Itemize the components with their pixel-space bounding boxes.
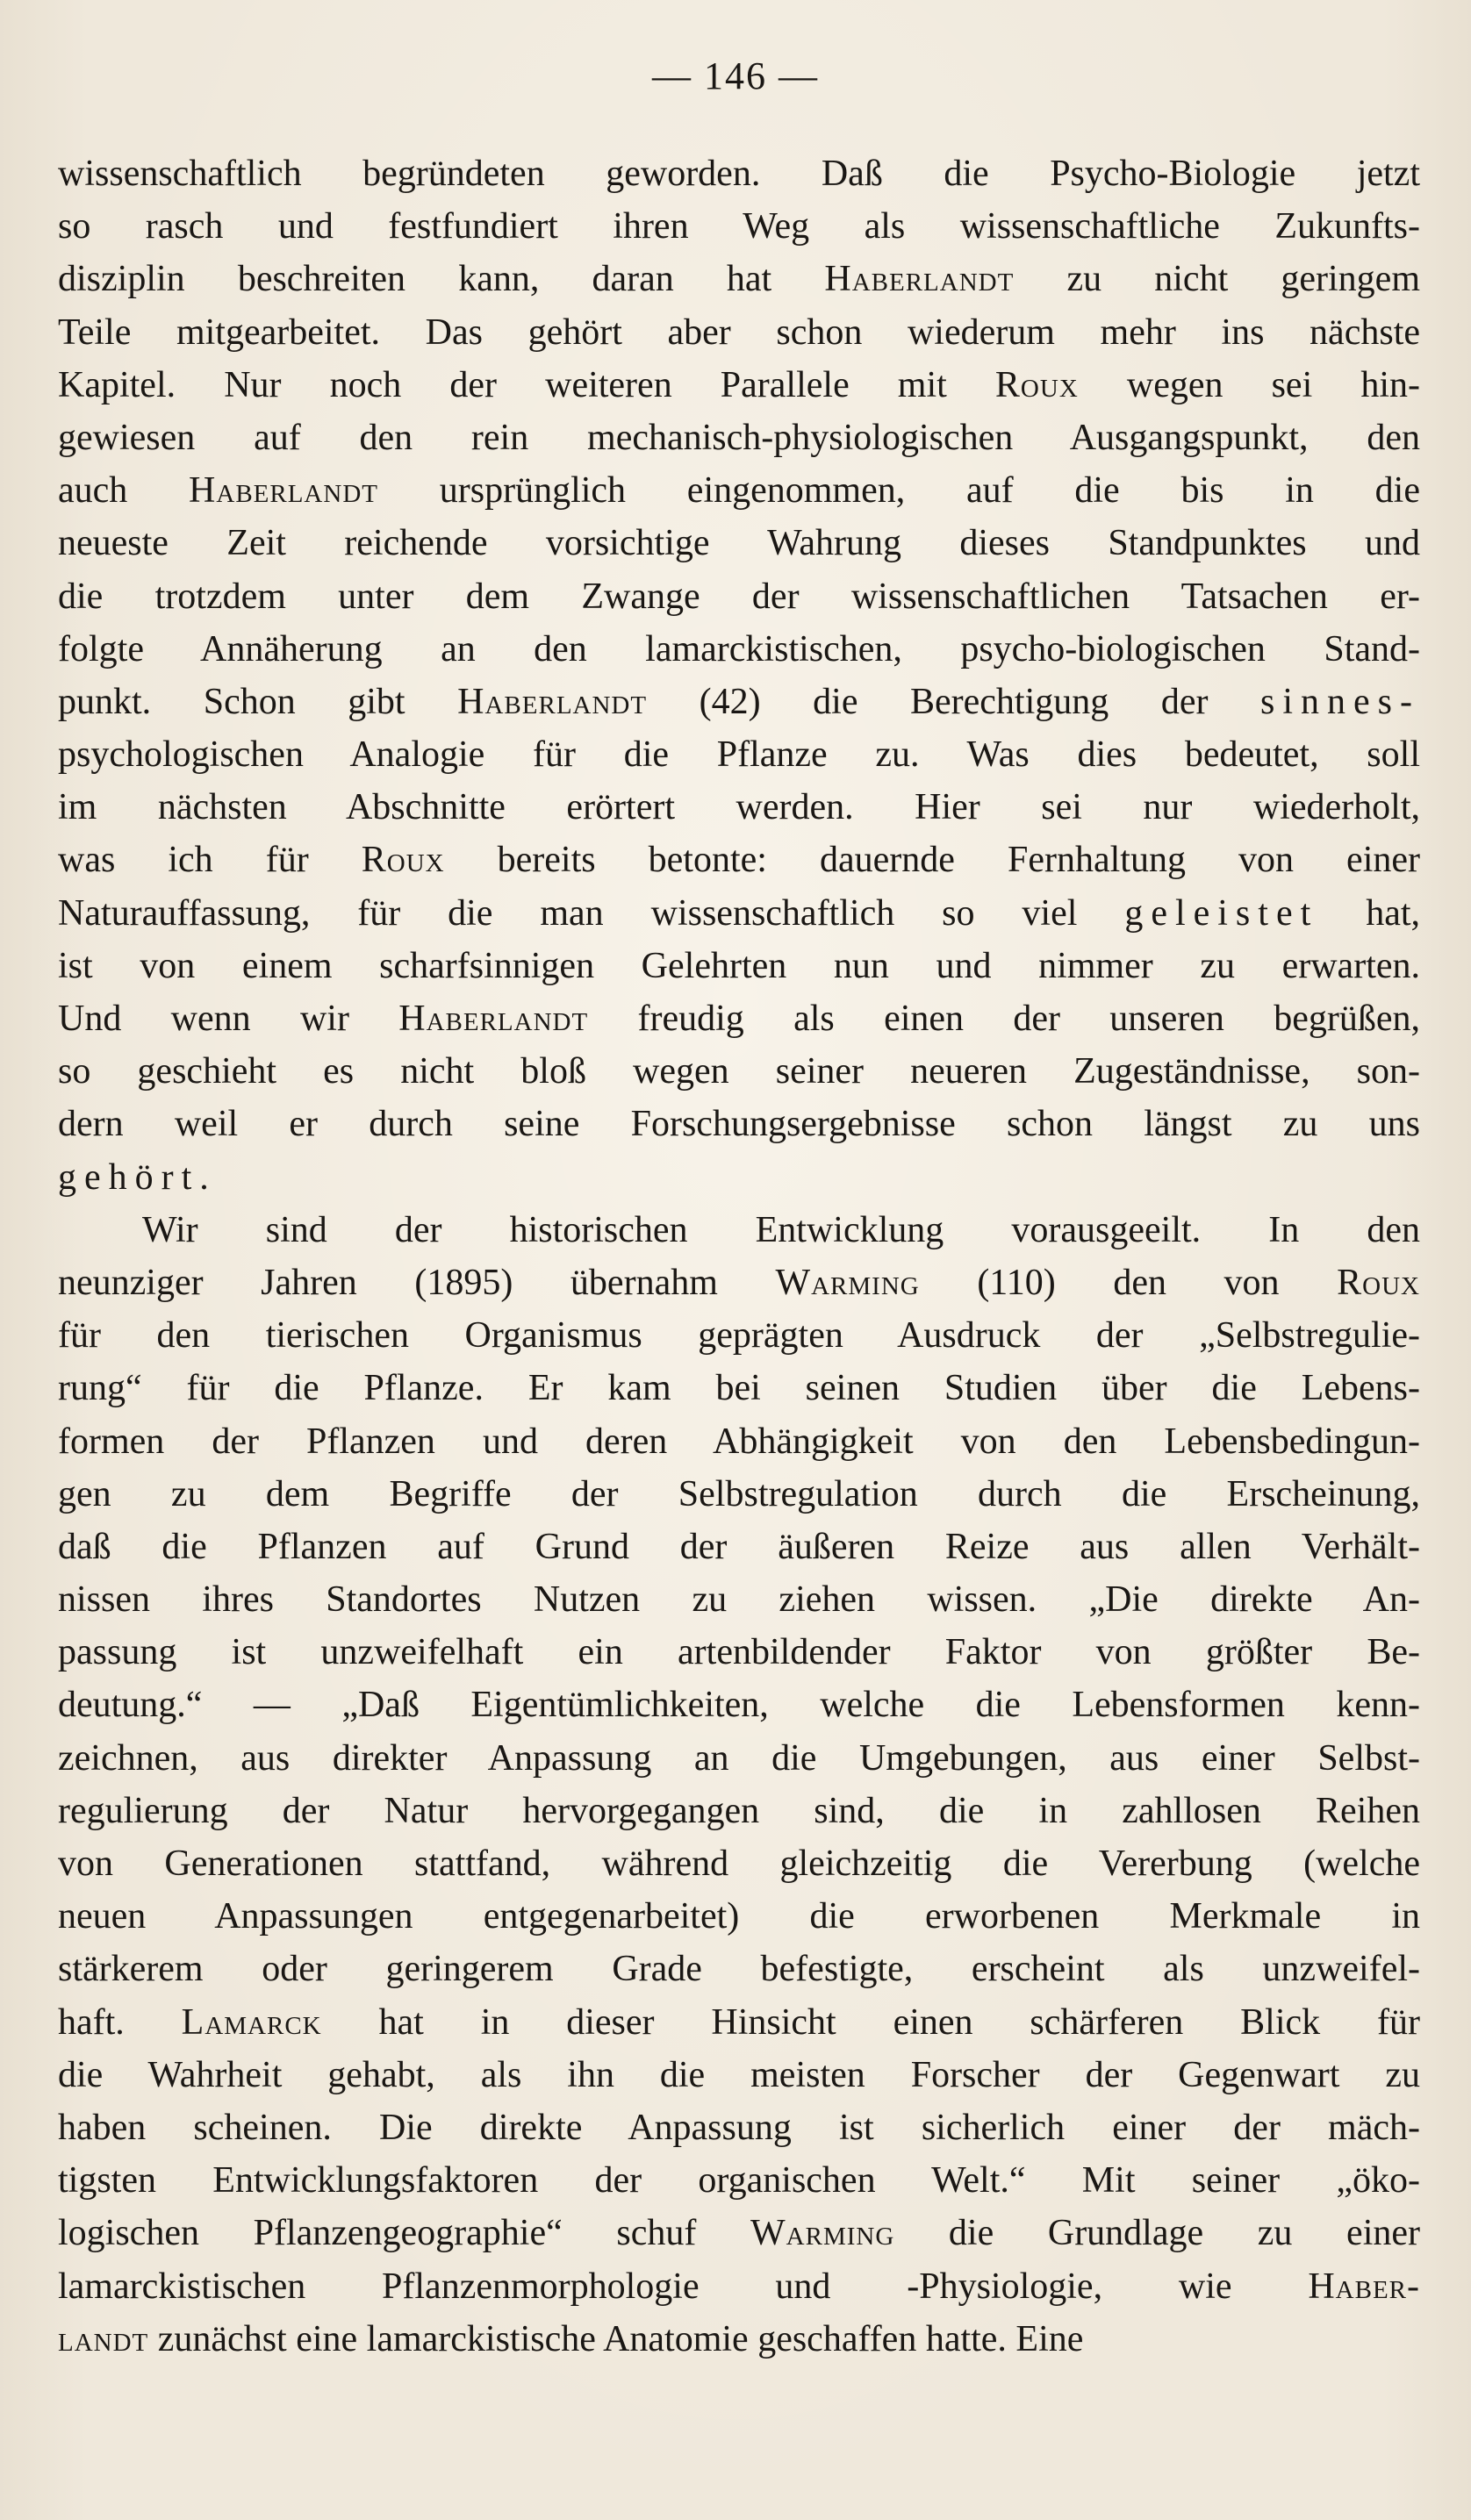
text-line [58, 2154, 1420, 2207]
text-line [58, 570, 1420, 623]
text-line [58, 1309, 1420, 1362]
text-run: die Wahrheit gehabt, als ihn die meisten Forscher der Gegenwart zu [58, 2054, 1420, 2095]
text-line [58, 992, 1420, 1045]
text-run: von Generationen stattfand, während gleichzeitig die Vererbung (welche [58, 1843, 1420, 1884]
text-run: im nächsten Abschnitte erörtert werden. Hier sei nur wiederholt, [58, 787, 1420, 828]
text-run: (110) den von [919, 1262, 1338, 1303]
text-line [58, 781, 1420, 834]
text-line [58, 1362, 1420, 1414]
text-line [58, 412, 1420, 464]
text-run: folgte Annäherung an den lamarckistischen, psycho-biologischen Stand- [58, 628, 1420, 669]
author-name: Haberlandt [189, 470, 378, 512]
text-line [58, 676, 1420, 728]
page-number: — 146 — [652, 54, 819, 97]
text-run: neueste Zeit reichende vorsichtige Wahrung dieses Standpunktes und [58, 523, 1420, 564]
text-run: was ich für [58, 840, 362, 881]
text-run: haben scheinen. Die direkte Anpassung ist sicherlich einer der mäch- [58, 2107, 1420, 2148]
author-name: Warming [775, 1262, 920, 1303]
text-run: so geschieht es nicht bloß wegen seiner neueren Zugeständnisse, son- [58, 1051, 1420, 1092]
text-run: punkt. Schon gibt [58, 681, 458, 722]
text-run: bereits betonte: dauernde Fernhaltung von einer [444, 840, 1420, 881]
text-line [58, 728, 1420, 781]
text-line [58, 1151, 1420, 1204]
text-line [58, 1045, 1420, 1098]
text-run: tigsten Entwicklungsfaktoren der organischen Welt.“ Mit seiner „öko- [58, 2160, 1420, 2201]
text-run: für den tierischen Organismus geprägten Ausdruck der „Selbstregulie- [58, 1315, 1420, 1357]
author-name: Roux [1337, 1262, 1420, 1303]
text-run: hat in dieser Hinsicht einen schärferen Blick für [321, 2001, 1421, 2043]
text-run: zeichnen, aus direkter Anpassung an die Umgebungen, aus einer Selbst- [58, 1737, 1420, 1779]
text-line [58, 1468, 1420, 1521]
text-run: zu nicht geringem [1014, 259, 1420, 300]
text-line [58, 359, 1420, 412]
text-line [58, 1204, 1420, 1256]
text-line [58, 1679, 1420, 1731]
text-line [58, 1732, 1420, 1785]
text-run: Teile mitgearbeitet. Das gehört aber schon wiederum mehr ins nächste [58, 311, 1420, 353]
text-line [58, 2260, 1420, 2313]
paragraph [58, 147, 1420, 1204]
emphasized-text: sinnes- [1260, 681, 1420, 722]
body-text [58, 147, 1420, 2366]
text-line [58, 2207, 1420, 2259]
text-line [58, 1256, 1420, 1309]
text-run: neuen Anpassungen entgegenarbeitet) die erworbenen Merkmale in [58, 1896, 1420, 1937]
text-run: psychologischen Analogie für die Pflanze zu. Was dies bedeutet, soll [58, 734, 1420, 776]
text-run: gewiesen auf den rein mechanisch-physiologischen Ausgangspunkt, den [58, 417, 1420, 458]
text-run: die trotzdem unter dem Zwange der wissenschaftlichen Tatsachen er- [58, 576, 1420, 617]
text-run: logischen Pflanzengeographie“ schuf [58, 2213, 751, 2254]
text-run: Wir sind der historischen Entwicklung vorausgeeilt. In den [142, 1209, 1420, 1250]
text-run: haft. [58, 2001, 182, 2043]
text-run: ursprünglich eingenommen, auf die bis in die [377, 470, 1420, 512]
text-line [58, 1521, 1420, 1573]
paragraph [58, 1204, 1420, 2366]
text-run: Und wenn wir [58, 999, 399, 1039]
text-run: disziplin beschreiten kann, daran hat [58, 259, 825, 300]
author-name: Roux [361, 840, 445, 881]
text-line [58, 1626, 1420, 1679]
text-run: . [199, 1156, 209, 1198]
text-run: so rasch und festfundiert ihren Weg als wissenschaftliche Zukunfts- [58, 206, 1420, 247]
author-name: Roux [994, 364, 1079, 405]
text-line [58, 2101, 1420, 2154]
text-line [58, 306, 1420, 359]
text-run: hat, [1318, 892, 1421, 934]
text-run: wegen sei hin- [1078, 364, 1420, 405]
text-run: gen zu dem Begriffe der Selbstregulation durch die Erscheinung, [58, 1473, 1420, 1514]
text-run: passung ist unzweifelhaft ein artenbildender Faktor von größter Be- [58, 1632, 1420, 1673]
text-run: dern weil er durch seine Forschungsergebnisse schon längst zu uns [58, 1104, 1420, 1145]
text-line [58, 2049, 1420, 2101]
text-line [58, 1785, 1420, 1837]
author-name: landt [58, 2318, 149, 2359]
text-line [58, 1996, 1420, 2049]
text-run: daß die Pflanzen auf Grund der äußeren Reize aus allen Verhält- [58, 1526, 1420, 1567]
text-run: ist von einem scharfsinnigen Gelehrten nun und nimmer zu erwarten. [58, 945, 1420, 986]
text-run: deutung.“ — „Daß Eigentümlichkeiten, welche die Lebensformen kenn- [58, 1685, 1420, 1726]
emphasized-text: gehört [58, 1156, 200, 1198]
text-line [58, 464, 1420, 517]
text-run: nissen ihres Standortes Nutzen zu ziehen wissen. „Die direkte An- [58, 1579, 1420, 1621]
text-line [58, 1573, 1420, 1626]
text-run: neunziger Jahren (1895) übernahm [58, 1262, 776, 1303]
text-line [58, 623, 1420, 676]
text-run: Kapitel. Nur noch der weiteren Parallele mit [58, 364, 995, 405]
text-line [58, 1415, 1420, 1468]
text-line [58, 887, 1420, 940]
text-line [58, 147, 1420, 200]
author-name: Haberlandt [457, 681, 648, 722]
text-run: zunächst eine lamarckistische Anatomie geschaffen hatte. Eine [148, 2318, 1084, 2359]
text-run: formen der Pflanzen und deren Abhängigkeit von den Lebensbedingun- [58, 1421, 1420, 1462]
author-name: Lamarck [181, 2001, 322, 2043]
text-run: die Grundlage zu einer [894, 2213, 1420, 2254]
author-name: Warming [750, 2213, 895, 2254]
emphasized-text: geleistet [1124, 892, 1319, 934]
text-run: Naturauffassung, für die man wissenschaftlich so viel [58, 892, 1125, 934]
text-run: (42) die Berechtigung der [647, 681, 1260, 722]
author-name: Haberlandt [398, 999, 589, 1039]
author-name: Haber- [1308, 2266, 1420, 2307]
author-name: Haberlandt [824, 259, 1015, 300]
text-run: freudig als einen der unseren begrüßen, [588, 999, 1420, 1039]
text-line [58, 200, 1420, 253]
text-line [58, 1098, 1420, 1150]
text-run: wissenschaftlich begründeten geworden. Daß die Psycho-Biologie jetzt [58, 154, 1420, 194]
text-run: rung“ für die Pflanze. Er kam bei seinen Studien über die Lebens- [58, 1368, 1420, 1409]
text-line [58, 940, 1420, 992]
text-line [58, 1837, 1420, 1890]
text-run: stärkerem oder geringerem Grade befestigte, erscheint als unzweifel- [58, 1949, 1420, 1990]
text-run: lamarckistischen Pflanzenmorphologie und -Physiologie, wie [58, 2266, 1309, 2307]
text-line [58, 1943, 1420, 1995]
text-line [58, 2313, 1420, 2366]
text-run: auch [58, 470, 190, 512]
text-line [58, 1890, 1420, 1943]
text-run: regulierung der Natur hervorgegangen sind, die in zahllosen Reihen [58, 1790, 1420, 1831]
text-line [58, 517, 1420, 569]
text-line [58, 253, 1420, 305]
text-line [58, 834, 1420, 886]
